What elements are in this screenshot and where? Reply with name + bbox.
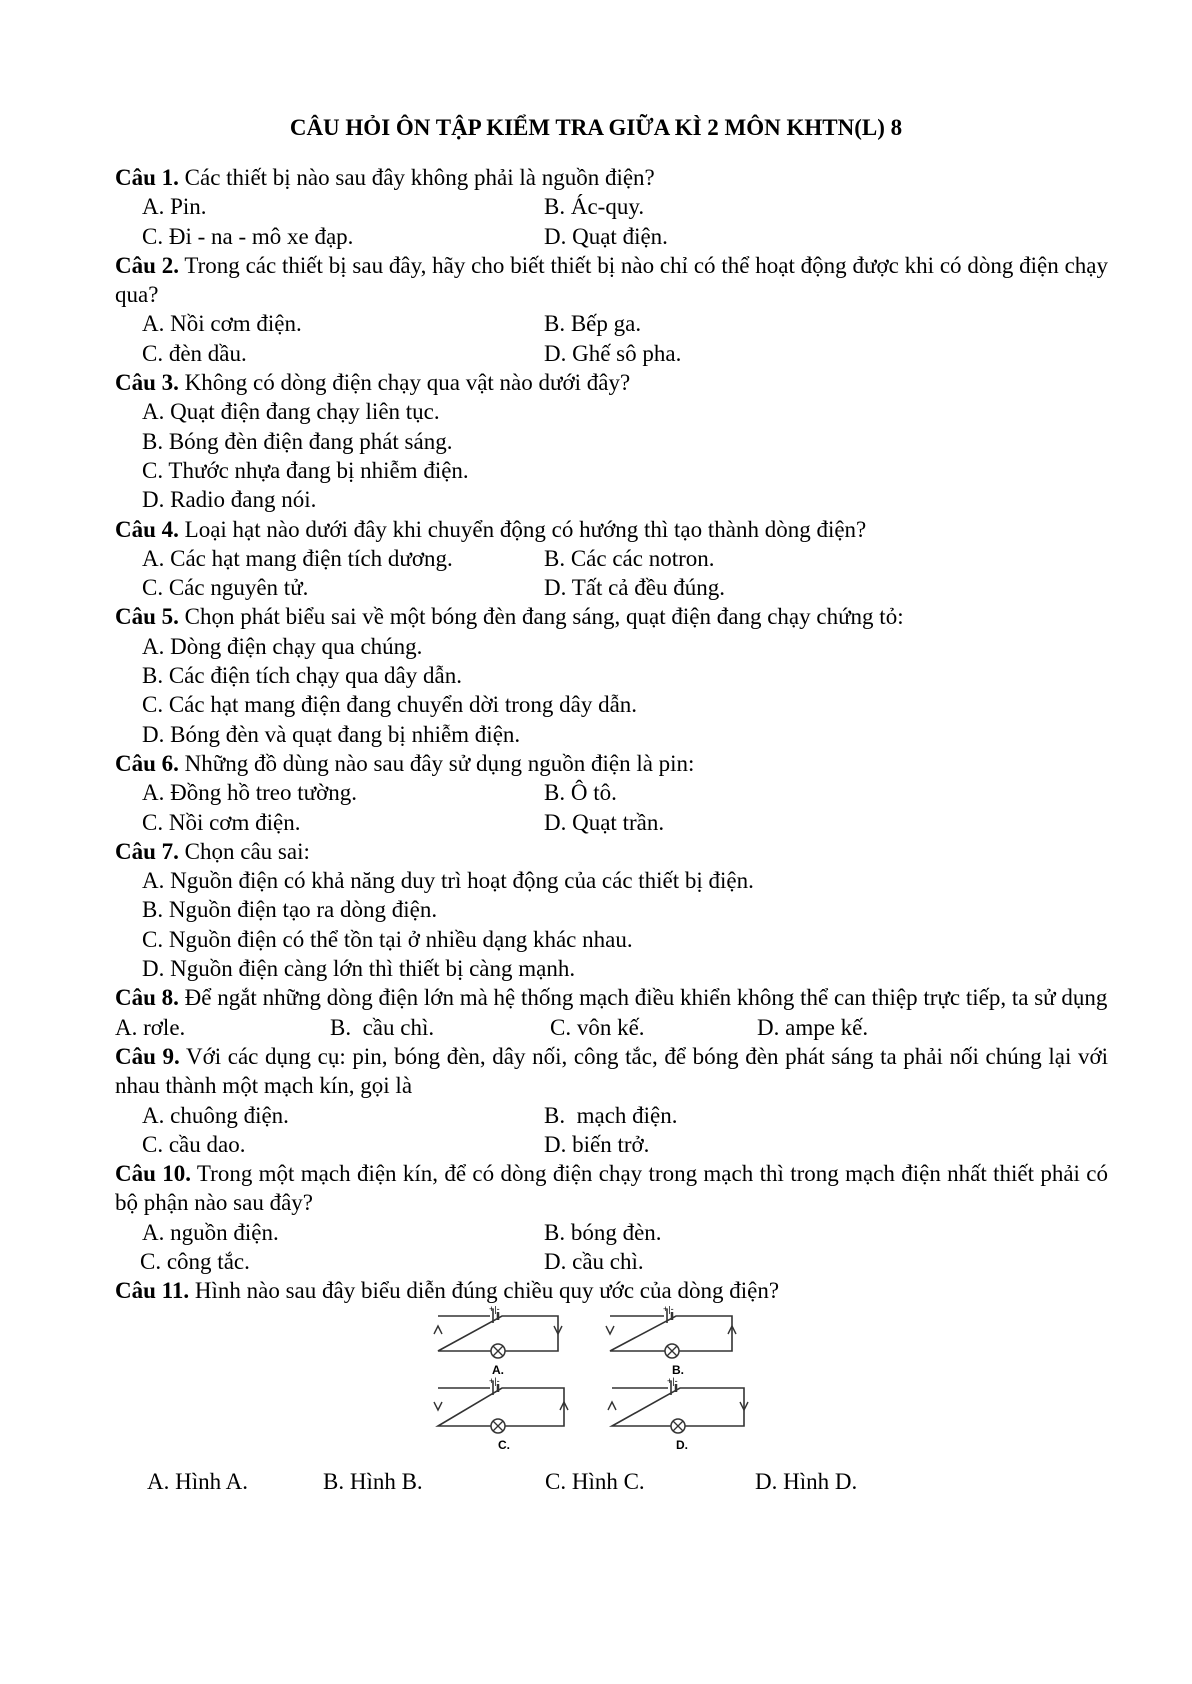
answer-options bbox=[115, 1101, 1108, 1160]
question-number: Câu 11. bbox=[115, 1278, 190, 1304]
circuit-diagrams bbox=[432, 1306, 792, 1461]
option-a: A. Nồi cơm điện. bbox=[142, 311, 302, 337]
question-1 bbox=[115, 163, 1108, 192]
option-c: C. đèn dầu. bbox=[142, 340, 247, 366]
circuit-figure bbox=[432, 1306, 792, 1461]
circuit-d bbox=[608, 1381, 748, 1452]
question-text: Trong một mạch điện kín, để có dòng điện chạy trong mạch thì trong mạch điện nhất thiết phải có bộ phận nào sau đây? bbox=[115, 1161, 1108, 1216]
question-text: Hình nào sau đây biểu diễn đúng chiều quy ước của dòng điện? bbox=[189, 1278, 780, 1304]
option-d: D. Tất cả đều đúng. bbox=[544, 575, 725, 601]
label-a: A. bbox=[492, 1362, 504, 1377]
option-a: A. chuông điện. bbox=[142, 1102, 289, 1128]
option-b: B. mạch điện. bbox=[544, 1102, 678, 1128]
option-d: D. Bóng đèn và quạt đang bị nhiễm điện. bbox=[142, 721, 521, 747]
option-c: C. Các hạt mang điện đang chuyển dời trong dây dẫn. bbox=[142, 692, 638, 718]
option-a: A. Nguồn điện có khả năng duy trì hoạt động của các thiết bị điện. bbox=[142, 868, 754, 894]
option-c: C. Nồi cơm điện. bbox=[142, 809, 301, 835]
question-list bbox=[115, 163, 1108, 1496]
question-4 bbox=[115, 515, 1108, 544]
question-5 bbox=[115, 602, 1108, 631]
answer-options bbox=[115, 309, 1108, 368]
circuit-c bbox=[434, 1381, 568, 1452]
question-10 bbox=[115, 1159, 1108, 1218]
option-b: B. Nguồn điện tạo ra dòng điện. bbox=[142, 897, 438, 923]
question-2 bbox=[115, 251, 1108, 310]
option-d: D. Quạt trần. bbox=[544, 809, 665, 835]
option-a: A. Các hạt mang điện tích dương. bbox=[142, 545, 453, 571]
question-6 bbox=[115, 749, 1108, 778]
question-number: Câu 6. bbox=[115, 750, 179, 776]
option-a: A. rơle. bbox=[115, 1014, 186, 1040]
battery-sign-d: +|- bbox=[667, 1375, 678, 1386]
question-8 bbox=[115, 983, 1108, 1012]
question-number: Câu 4. bbox=[115, 516, 179, 542]
option-d: D. Radio đang nói. bbox=[142, 487, 317, 513]
answer-options bbox=[115, 192, 1108, 251]
option-d: D. cầu chì. bbox=[544, 1248, 644, 1274]
circuit-b bbox=[606, 1309, 736, 1377]
circuit-a bbox=[434, 1309, 562, 1377]
answer-options bbox=[115, 544, 1108, 603]
option-d: D. biến trở. bbox=[544, 1131, 650, 1157]
question-number: Câu 9. bbox=[115, 1043, 180, 1069]
battery-sign-b: +|- bbox=[663, 1305, 674, 1314]
option-c: C. công tắc. bbox=[140, 1248, 250, 1274]
question-text: Những đồ dùng nào sau đây sử dụng nguồn điện là pin: bbox=[178, 750, 695, 776]
question-number: Câu 7. bbox=[115, 838, 179, 864]
answer-options bbox=[115, 778, 1108, 837]
answer-options bbox=[115, 632, 1108, 749]
battery-sign-c: +|- bbox=[489, 1375, 500, 1386]
option-c: C. Các nguyên tử. bbox=[142, 575, 309, 601]
option-b: B. bóng đèn. bbox=[544, 1219, 662, 1245]
answer-options bbox=[115, 1218, 1108, 1277]
question-3 bbox=[115, 368, 1108, 397]
answer-options bbox=[115, 1013, 1108, 1042]
answer-options bbox=[115, 866, 1108, 983]
option-a: A. Pin. bbox=[142, 194, 207, 220]
option-a: A. Quạt điện đang chạy liên tục. bbox=[142, 399, 440, 425]
option-d: D. Nguồn điện càng lớn thì thiết bị càng mạnh. bbox=[142, 956, 576, 982]
question-text: Chọn phát biểu sai về một bóng đèn đang sáng, quạt điện đang chạy chứng tỏ: bbox=[178, 604, 904, 630]
question-text: Với các dụng cụ: pin, bóng đèn, dây nối, công tắc, để bóng đèn phát sáng ta phải nối chúng lại với nhau thành một mạch kín, gọi là bbox=[115, 1043, 1109, 1099]
option-b: B. Bóng đèn điện đang phát sáng. bbox=[142, 428, 453, 454]
label-c: C. bbox=[498, 1437, 510, 1452]
option-b: B. cầu chì. bbox=[330, 1014, 435, 1040]
question-text: Trong các thiết bị sau đây, hãy cho biết thiết bị nào chỉ có thể hoạt động được khi có dòng điện chạy qua? bbox=[115, 252, 1108, 308]
battery-sign-a: +|- bbox=[489, 1305, 500, 1314]
question-text: Không có dòng điện chạy qua vật nào dưới đây? bbox=[178, 370, 631, 396]
option-a: A. Dòng điện chạy qua chúng. bbox=[142, 633, 423, 659]
question-text: Chọn câu sai: bbox=[178, 838, 310, 864]
option-c: C. Hình C. bbox=[545, 1468, 645, 1494]
option-d: D. Ghế sô pha. bbox=[544, 340, 682, 366]
option-b: B. Hình B. bbox=[323, 1468, 423, 1494]
option-b: B. Bếp ga. bbox=[544, 311, 642, 337]
option-c: C. Đi - na - mô xe đạp. bbox=[142, 223, 354, 249]
option-c: C. cầu dao. bbox=[142, 1131, 246, 1157]
question-number: Câu 10. bbox=[115, 1161, 191, 1187]
option-a: A. Hình A. bbox=[147, 1468, 248, 1494]
option-b: B. Các các notron. bbox=[544, 545, 715, 571]
question-text: Loại hạt nào dưới đây khi chuyển động có hướng thì tạo thành dòng điện? bbox=[178, 516, 867, 542]
option-c: C. Nguồn điện có thể tồn tại ở nhiều dạng khác nhau. bbox=[142, 926, 633, 952]
question-number: Câu 8. bbox=[115, 985, 179, 1011]
label-b: B. bbox=[672, 1362, 684, 1377]
option-d: D. ampe kế. bbox=[757, 1014, 869, 1040]
question-number: Câu 3. bbox=[115, 370, 179, 396]
option-d: D. Quạt điện. bbox=[544, 223, 668, 249]
question-text: Để ngắt những dòng điện lớn mà hệ thống mạch điều khiển không thể can thiệp trực tiếp, ta sử dụng bbox=[178, 985, 1108, 1011]
option-c: C. vôn kế. bbox=[550, 1014, 645, 1040]
question-number: Câu 1. bbox=[115, 165, 179, 190]
option-a: A. nguồn điện. bbox=[142, 1219, 279, 1245]
document-title: CÂU HỎI ÔN TẬP KIỂM TRA GIỮA KÌ 2 MÔN KHTN(L) 8 bbox=[289, 115, 903, 140]
question-9 bbox=[115, 1042, 1108, 1101]
question-number: Câu 2. bbox=[115, 252, 179, 278]
question-text: Các thiết bị nào sau đây không phải là nguồn điện? bbox=[178, 165, 655, 190]
answer-options bbox=[115, 1467, 1108, 1496]
question-7 bbox=[115, 837, 1108, 866]
option-b: B. Ô tô. bbox=[544, 780, 617, 806]
option-b: B. Các điện tích chạy qua dây dẫn. bbox=[142, 663, 462, 689]
answer-options bbox=[115, 397, 1108, 514]
label-d: D. bbox=[676, 1437, 688, 1452]
question-number: Câu 5. bbox=[115, 604, 179, 630]
option-d: D. Hình D. bbox=[755, 1468, 858, 1494]
option-c: C. Thước nhựa đang bị nhiễm điện. bbox=[142, 457, 469, 483]
option-b: B. Ác-quy. bbox=[544, 194, 645, 220]
question-11 bbox=[115, 1276, 1108, 1305]
option-a: A. Đồng hồ treo tường. bbox=[142, 780, 357, 806]
